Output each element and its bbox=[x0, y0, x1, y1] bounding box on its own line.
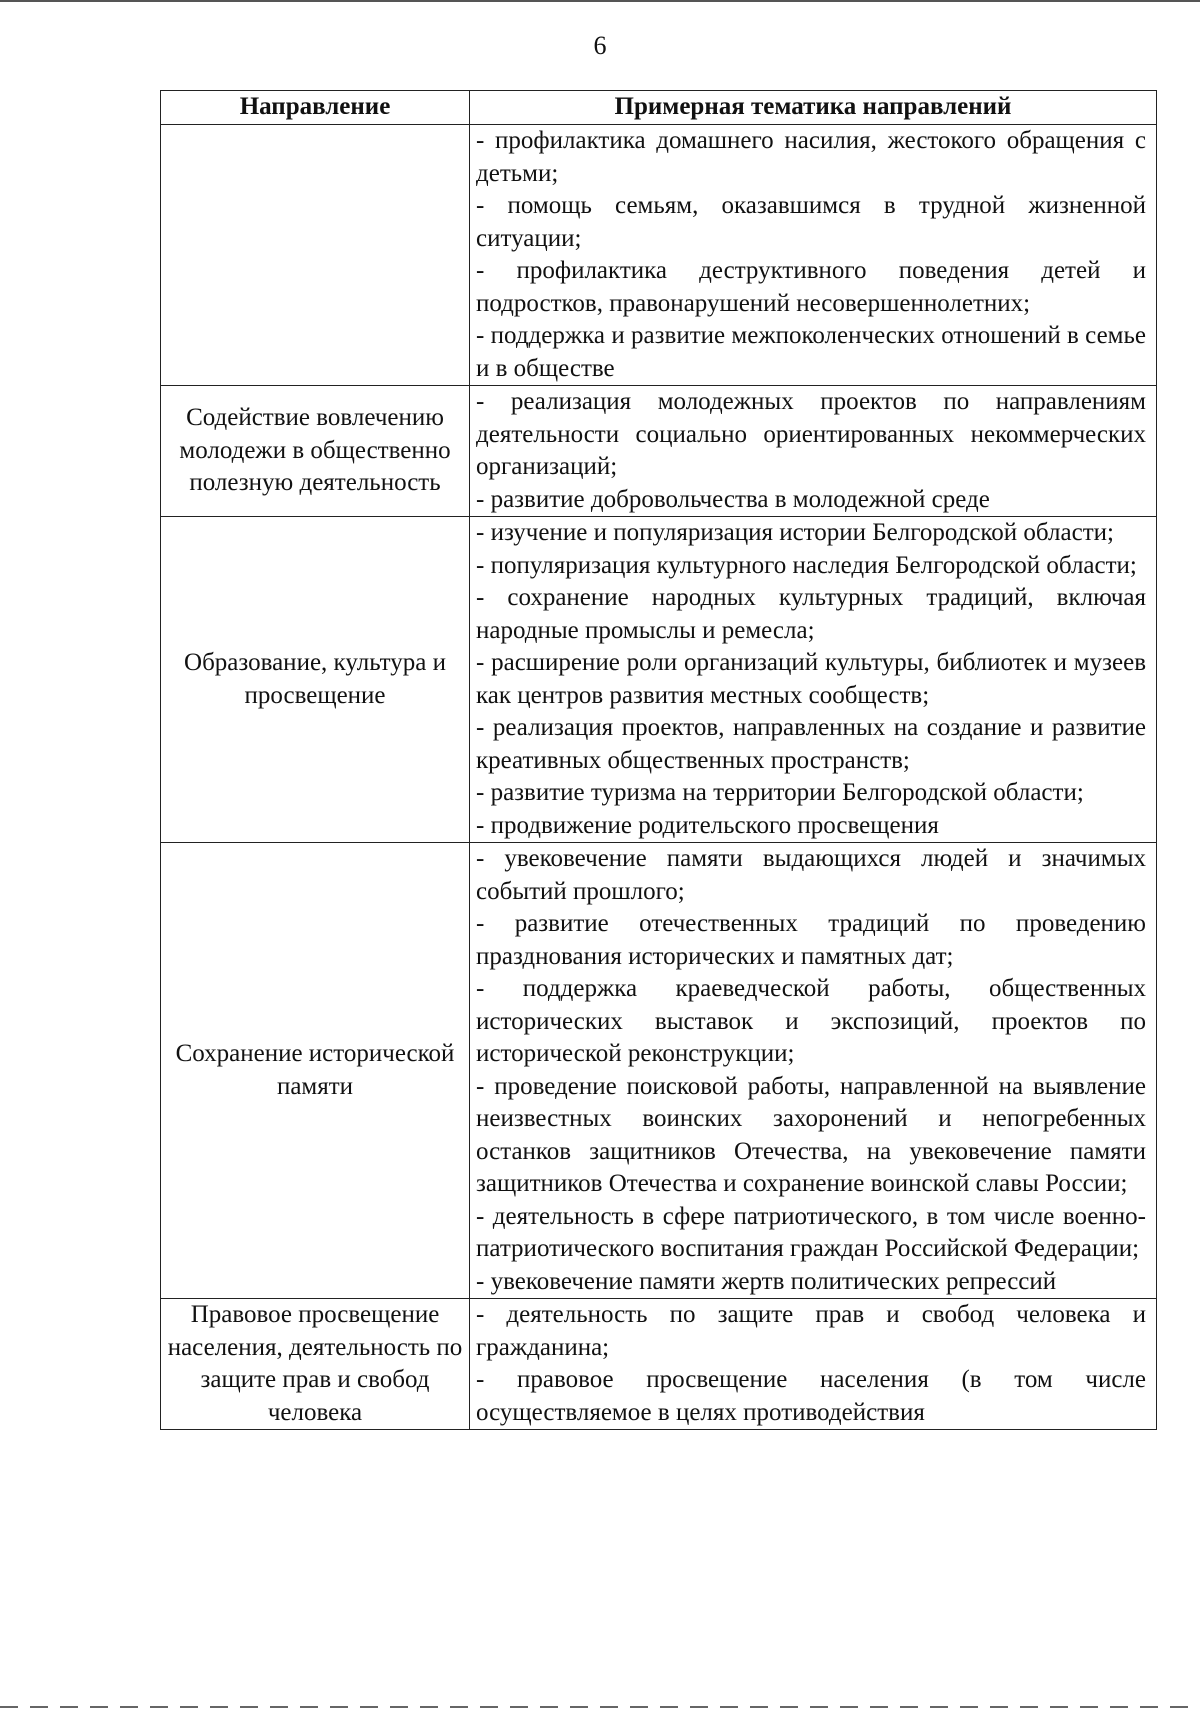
direction-cell: Содействие вовлечению молодежи в общественно полезную деятельность bbox=[161, 386, 470, 517]
table-row bbox=[161, 843, 1157, 1299]
table-body bbox=[161, 125, 1157, 1430]
topic-item: - развитие добровольчества в молодежной среде bbox=[476, 485, 990, 513]
table-header-row bbox=[161, 91, 1157, 125]
topic-item: - продвижение родительского просвещения bbox=[476, 811, 939, 839]
direction-cell bbox=[161, 125, 470, 386]
table-row bbox=[161, 125, 1157, 386]
topic-item: - увековечение памяти выдающихся людей и значимых событий прошлого; bbox=[476, 845, 1146, 905]
topic-item: - реализация молодежных проектов по направлениям деятельности социально ориентированных некоммерческих организаций; bbox=[476, 388, 1146, 480]
direction-cell: Правовое просвещение населения, деятельность по защите прав и свобод человека bbox=[161, 1299, 470, 1430]
topic-item: - популяризация культурного наследия Белгородской области; bbox=[476, 551, 1137, 579]
topic-item: - расширение роли организаций культуры, библиотек и музеев как центров развития местных сообществ; bbox=[476, 649, 1146, 709]
topic-item: - поддержка краеведческой работы, общественных исторических выставок и экспозиций, проектов по исторической реконструкции; bbox=[476, 975, 1146, 1067]
topic-item: - проведение поисковой работы, направленной на выявление неизвестных воинских захоронений и непогребенных останков защитников Отечества, на увековечение памяти защитников Отечества и сохранение воинской славы России; bbox=[476, 1072, 1146, 1197]
topic-item: - правовое просвещение населения (в том числе осуществляемое в целях противодействия bbox=[476, 1366, 1146, 1426]
header-topics: Примерная тематика направлений bbox=[470, 91, 1157, 125]
topics-cell bbox=[470, 125, 1157, 386]
table-row bbox=[161, 517, 1157, 843]
topic-item: - сохранение народных культурных традиций, включая народные промыслы и ремесла; bbox=[476, 584, 1146, 644]
topic-item: - деятельность по защите прав и свобод человека и гражданина; bbox=[476, 1301, 1146, 1361]
page-number: 6 bbox=[593, 31, 607, 60]
table-row bbox=[161, 386, 1157, 517]
topic-item: - профилактика деструктивного поведения детей и подростков, правонарушений несовершеннолетних; bbox=[476, 257, 1146, 317]
table-row bbox=[161, 1299, 1157, 1430]
direction-cell: Образование, культура и просвещение bbox=[161, 517, 470, 843]
topic-item: - профилактика домашнего насилия, жестокого обращения с детьми; bbox=[476, 127, 1146, 187]
topic-item: - реализация проектов, направленных на создание и развитие креативных общественных пространств; bbox=[476, 714, 1146, 774]
topics-cell bbox=[470, 1299, 1157, 1430]
topics-cell bbox=[470, 517, 1157, 843]
topic-item: - увековечение памяти жертв политических репрессий bbox=[476, 1267, 1057, 1295]
header-direction: Направление bbox=[161, 91, 470, 125]
topic-item: - развитие отечественных традиций по проведению празднования исторических и памятных дат; bbox=[476, 910, 1146, 970]
scan-top-edge bbox=[0, 0, 1200, 2]
directions-table bbox=[160, 90, 1157, 1430]
topic-item: - поддержка и развитие межпоколенческих отношений в семье и в обществе bbox=[476, 322, 1146, 382]
scan-bottom-edge bbox=[0, 1706, 1200, 1708]
topic-item: - деятельность в сфере патриотического, в том числе военно-патриотического воспитания граждан Российской Федерации; bbox=[476, 1202, 1146, 1262]
topics-cell bbox=[470, 843, 1157, 1299]
direction-cell: Сохранение исторической памяти bbox=[161, 843, 470, 1299]
topics-cell bbox=[470, 386, 1157, 517]
topic-item: - изучение и популяризация истории Белгородской области; bbox=[476, 519, 1114, 546]
topic-item: - развитие туризма на территории Белгородской области; bbox=[476, 779, 1084, 806]
topic-item: - помощь семьям, оказавшимся в трудной жизненной ситуации; bbox=[476, 192, 1146, 252]
